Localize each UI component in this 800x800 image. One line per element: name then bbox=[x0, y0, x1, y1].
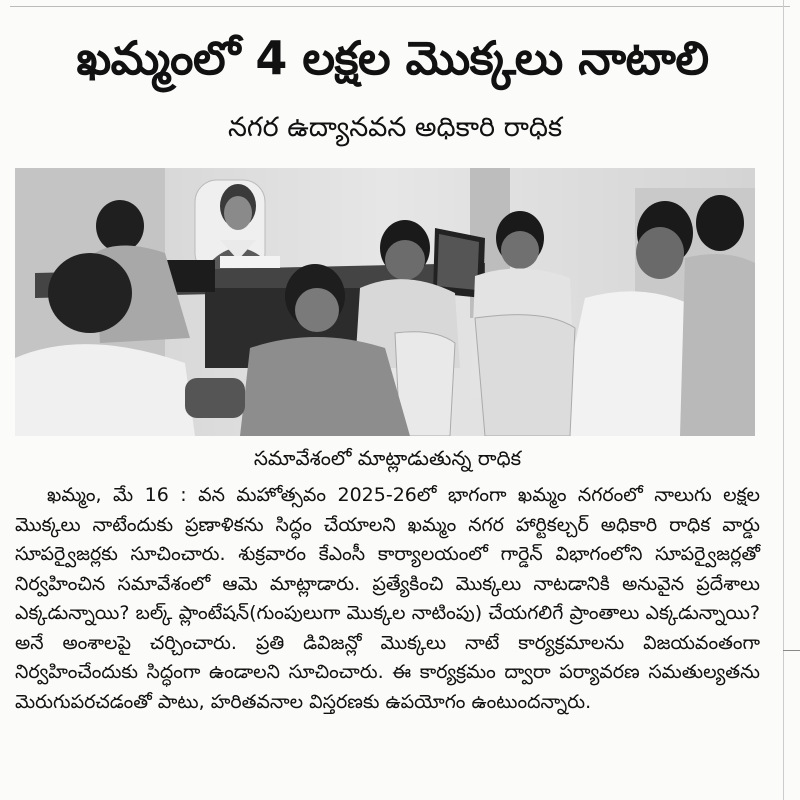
photo-caption: సమావేశంలో మాట్లాడుతున్న రాధిక bbox=[253, 446, 522, 470]
headline: ఖమ్మంలో 4 లక్షల మొక్కలు నాటాలి bbox=[76, 31, 709, 85]
top-rule bbox=[10, 6, 790, 7]
article-body: ఖమ్మం, మే 16 : వన మహోత్సవం 2025-26లో భాగంగా ఖమ్మం నగరంలో నాలుగు లక్షల మొక్కలు నాటేందుకు ప్రణాళికను సిద్ధం చేయాలని ఖమ్మం నగర హార్టికల్చర్ అధికారి రాధిక వార్డు సూపర్వైజర్లకు సూచించారు. శుక్రవారం కేఎంసీ కార్యాలయంలో గార్డెన్ విభాగంలోని సూపర్వైజర్లతో నిర్వహించిన సమావేశంలో ఆమె మాట్లాడారు. ప్రత్యేకించి మొక్కలు నాటడానికి అనువైన ప్రదేశాలు ఎక్కడున్నాయి? బల్క్ ప్లాంటేషన్(గుంపులుగా మొక్కల నాటింపు) చేయగలిగే ప్రాంతాలు ఎక్కడున్నాయి? అనే అంశాలపై చర్చించారు. ప్రతి డివిజన్లో మొక్కలు నాటే కార్యక్రమాలను విజయవంతంగా నిర్వహించేందుకు సిద్ధంగా ఉండాలని సూచించారు. ఈ కార్యక్రమం ద్వారా పర్యావరణ సమతుల్యతను మెరుగుపరచడంతో పాటు, హరితవనాల విస్తరణకు ఉపయోగం ఉంటుందన్నారు. bbox=[15, 484, 760, 713]
meeting-photo bbox=[15, 168, 755, 436]
column-mark bbox=[783, 650, 800, 651]
subheadline: నగర ఉద్యానవన అధికారి రాధిక bbox=[227, 112, 563, 143]
column-rule bbox=[783, 0, 784, 800]
